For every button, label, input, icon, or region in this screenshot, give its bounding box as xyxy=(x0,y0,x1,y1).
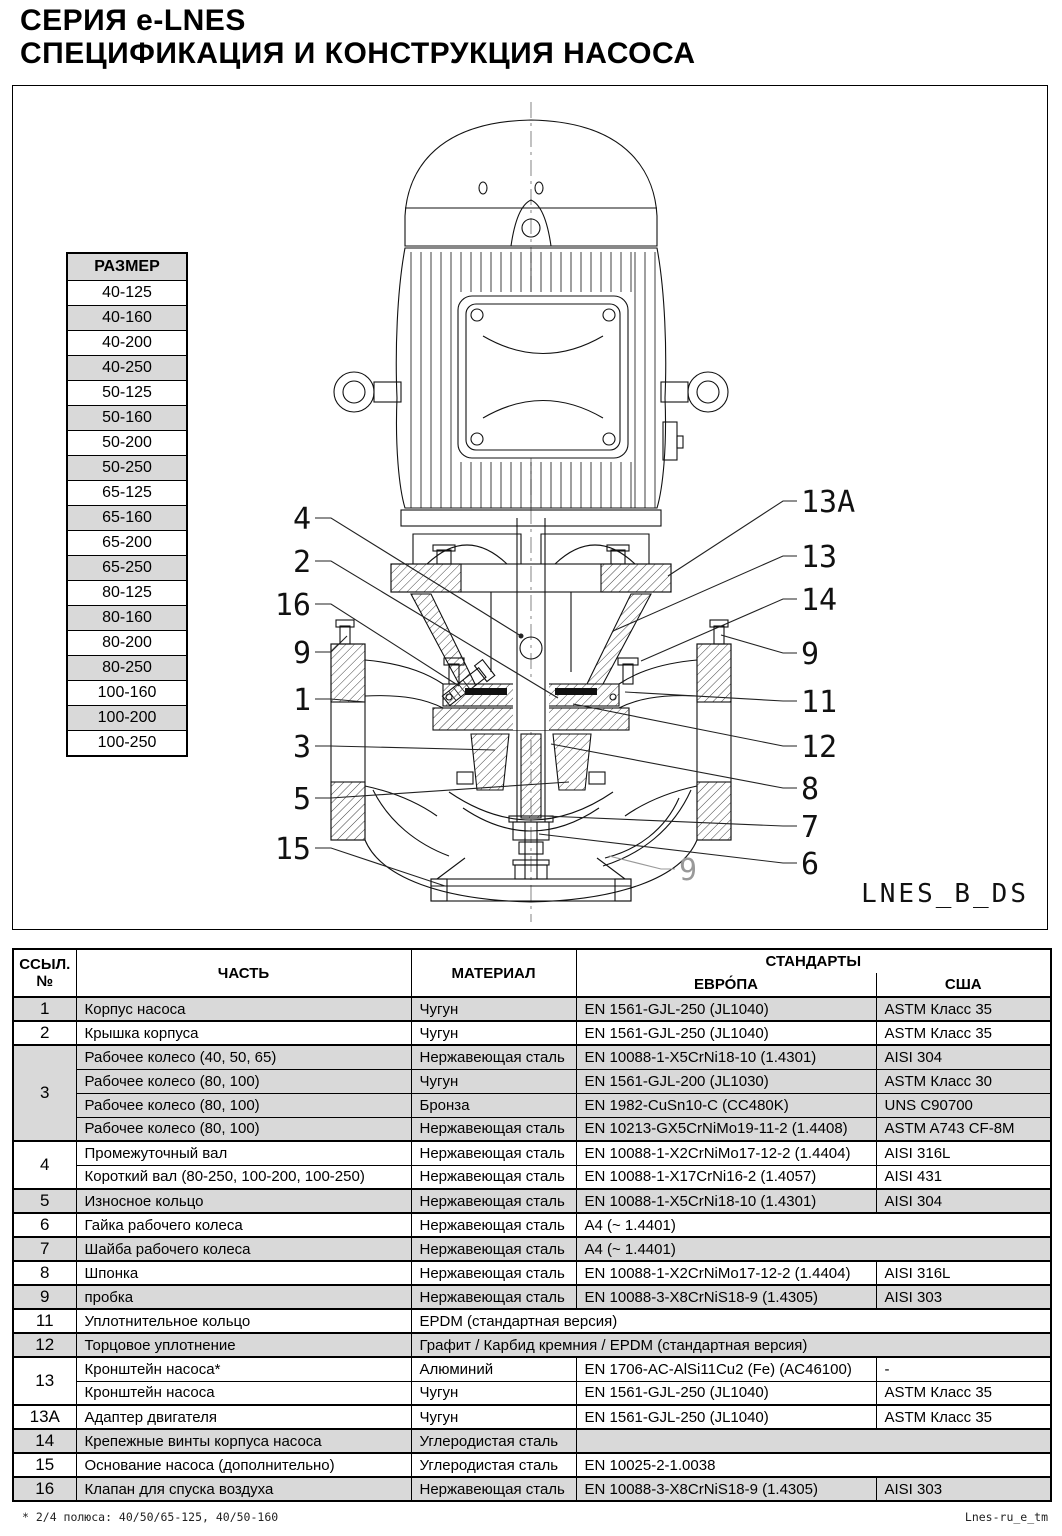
part-cell: Корпус насоса xyxy=(76,997,411,1021)
part-cell: Рабочее колесо (80, 100) xyxy=(76,1117,411,1141)
standards-header: СТАНДАРТЫ xyxy=(576,949,1051,973)
table-row xyxy=(13,1165,1051,1189)
standards-cell xyxy=(576,1429,1051,1453)
size-row xyxy=(67,356,187,381)
size-cell: 100-200 xyxy=(67,706,187,731)
callout-labels xyxy=(275,485,1029,909)
ref-cell: 13 xyxy=(13,1357,76,1405)
table-row xyxy=(13,1261,1051,1285)
part-cell: Гайка рабочего колеса xyxy=(76,1213,411,1237)
part-cell: Короткий вал (80-250, 100-200, 100-250) xyxy=(76,1165,411,1189)
material-cell: Чугун xyxy=(411,1405,576,1429)
ref-cell: 5 xyxy=(13,1189,76,1213)
size-row xyxy=(67,581,187,606)
size-row xyxy=(67,331,187,356)
usa-cell: AISI 431 xyxy=(876,1165,1051,1189)
table-row xyxy=(13,1285,1051,1309)
ref-cell: 2 xyxy=(13,1021,76,1045)
size-cell: 80-125 xyxy=(67,581,187,606)
size-cell: 80-200 xyxy=(67,631,187,656)
page-title-line2: СПЕЦИФИКАЦИЯ И КОНСТРУКЦИЯ НАСОСА xyxy=(20,37,696,70)
europe-cell: EN 1561-GJL-250 (JL1040) xyxy=(576,1405,876,1429)
usa-cell: AISI 316L xyxy=(876,1141,1051,1165)
size-row xyxy=(67,306,187,331)
material-cell: Нержавеющая сталь xyxy=(411,1165,576,1189)
ref-cell: 14 xyxy=(13,1429,76,1453)
callout-label: 12 xyxy=(801,730,838,765)
part-cell: Износное кольцо xyxy=(76,1189,411,1213)
material-cell: Нержавеющая сталь xyxy=(411,1141,576,1165)
table-row xyxy=(13,1477,1051,1501)
part-cell: Крепежные винты корпуса насоса xyxy=(76,1429,411,1453)
usa-cell: ASTM Класс 35 xyxy=(876,1021,1051,1045)
size-cell: 80-250 xyxy=(67,656,187,681)
usa-cell: - xyxy=(876,1357,1051,1381)
size-row xyxy=(67,556,187,581)
part-cell: Рабочее колесо (40, 50, 65) xyxy=(76,1045,411,1069)
size-row xyxy=(67,631,187,656)
usa-cell: AISI 303 xyxy=(876,1285,1051,1309)
size-row xyxy=(67,731,187,757)
table-row xyxy=(13,1213,1051,1237)
size-cell: 65-200 xyxy=(67,531,187,556)
part-cell: Адаптер двигателя xyxy=(76,1405,411,1429)
part-cell: Шайба рабочего колеса xyxy=(76,1237,411,1261)
table-row xyxy=(13,997,1051,1021)
part-cell: Клапан для спуска воздуха xyxy=(76,1477,411,1501)
callout-label: 1 xyxy=(292,683,311,718)
material-header: МАТЕРИАЛ xyxy=(411,949,576,997)
callout-label: 14 xyxy=(801,583,838,618)
europe-cell: EN 10088-3-X8CrNiS18-9 (1.4305) xyxy=(576,1477,876,1501)
standards-cell: A4 (~ 1.4401) xyxy=(576,1213,1051,1237)
size-cell: 40-250 xyxy=(67,356,187,381)
size-cell: 65-250 xyxy=(67,556,187,581)
table-row xyxy=(13,1189,1051,1213)
size-row xyxy=(67,431,187,456)
material-cell: Бронза xyxy=(411,1093,576,1117)
ref-cell: 8 xyxy=(13,1261,76,1285)
callout-label: 4 xyxy=(292,502,311,537)
part-cell: пробка xyxy=(76,1285,411,1309)
material-cell: Нержавеющая сталь xyxy=(411,1237,576,1261)
usa-cell: ASTM A743 CF-8M xyxy=(876,1117,1051,1141)
size-table xyxy=(66,252,188,757)
size-row xyxy=(67,606,187,631)
size-cell: 50-250 xyxy=(67,456,187,481)
ref-cell: 7 xyxy=(13,1237,76,1261)
standards-cell: A4 (~ 1.4401) xyxy=(576,1237,1051,1261)
size-cell: 100-160 xyxy=(67,681,187,706)
size-cell: 40-160 xyxy=(67,306,187,331)
part-cell: Рабочее колесо (80, 100) xyxy=(76,1093,411,1117)
material-cell: Нержавеющая сталь xyxy=(411,1189,576,1213)
europe-cell: EN 10088-1-X5CrNi18-10 (1.4301) xyxy=(576,1189,876,1213)
size-cell: 65-160 xyxy=(67,506,187,531)
table-row xyxy=(13,1357,1051,1381)
ref-cell: 13A xyxy=(13,1405,76,1429)
ref-header: ССЫЛ. № xyxy=(13,949,76,997)
part-cell: Рабочее колесо (80, 100) xyxy=(76,1069,411,1093)
parts-header-row1 xyxy=(13,949,1051,973)
table-row xyxy=(13,1021,1051,1045)
table-row xyxy=(13,1045,1051,1069)
material-cell: Нержавеющая сталь xyxy=(411,1213,576,1237)
europe-header: ЕВРО́ПА xyxy=(576,973,876,997)
ref-cell: 15 xyxy=(13,1453,76,1477)
ref-cell: 1 xyxy=(13,997,76,1021)
part-cell: Уплотнительное кольцо xyxy=(76,1309,411,1333)
usa-cell: UNS C90700 xyxy=(876,1093,1051,1117)
ref-cell: 3 xyxy=(13,1045,76,1141)
europe-cell: EN 10088-1-X5CrNi18-10 (1.4301) xyxy=(576,1045,876,1069)
document-code: Lnes-ru_e_tm xyxy=(964,1510,1048,1524)
motor-group xyxy=(334,120,728,564)
material-standards-cell: Графит / Карбид кремния / EPDM (стандартная версия) xyxy=(411,1333,1051,1357)
usa-cell: ASTM Класс 35 xyxy=(876,1381,1051,1405)
europe-cell: EN 1706-AC-AlSi11Cu2 (Fe) (AC46100) xyxy=(576,1357,876,1381)
part-cell: Основание насоса (дополнительно) xyxy=(76,1453,411,1477)
table-row xyxy=(13,1141,1051,1165)
usa-cell: AISI 304 xyxy=(876,1045,1051,1069)
ref-cell: 4 xyxy=(13,1141,76,1189)
size-row xyxy=(67,706,187,731)
callout-label: 5 xyxy=(292,782,311,817)
part-cell: Торцовое уплотнение xyxy=(76,1333,411,1357)
europe-cell: EN 10213-GX5CrNiMo19-11-2 (1.4408) xyxy=(576,1117,876,1141)
page-title xyxy=(20,4,696,70)
size-header: РАЗМЕР xyxy=(67,253,187,281)
size-row xyxy=(67,531,187,556)
size-cell: 65-125 xyxy=(67,481,187,506)
callout-label: 8 xyxy=(801,772,820,807)
material-cell: Углеродистая сталь xyxy=(411,1453,576,1477)
europe-cell: EN 10088-1-X17CrNi16-2 (1.4057) xyxy=(576,1165,876,1189)
material-cell: Нержавеющая сталь xyxy=(411,1261,576,1285)
table-row xyxy=(13,1069,1051,1093)
material-cell: Чугун xyxy=(411,1021,576,1045)
drawing-code: LNES_B_DS xyxy=(861,879,1029,909)
usa-cell: ASTM Класс 35 xyxy=(876,997,1051,1021)
size-cell: 50-125 xyxy=(67,381,187,406)
material-cell: Чугун xyxy=(411,997,576,1021)
size-row xyxy=(67,381,187,406)
europe-cell: EN 1561-GJL-250 (JL1040) xyxy=(576,997,876,1021)
part-header: ЧАСТЬ xyxy=(76,949,411,997)
material-cell: Нержавеющая сталь xyxy=(411,1117,576,1141)
europe-cell: EN 10088-1-X2CrNiMo17-12-2 (1.4404) xyxy=(576,1261,876,1285)
ref-cell: 16 xyxy=(13,1477,76,1501)
usa-cell: AISI 303 xyxy=(876,1477,1051,1501)
callout-label: 2 xyxy=(292,545,311,580)
callout-label: 3 xyxy=(292,730,311,765)
size-cell: 40-200 xyxy=(67,331,187,356)
table-row xyxy=(13,1429,1051,1453)
ref-cell: 12 xyxy=(13,1333,76,1357)
europe-cell: EN 1561-GJL-250 (JL1040) xyxy=(576,1381,876,1405)
europe-cell: EN 10088-3-X8CrNiS18-9 (1.4305) xyxy=(576,1285,876,1309)
usa-cell: AISI 316L xyxy=(876,1261,1051,1285)
callout-label: 9 xyxy=(679,853,698,888)
ref-cell: 11 xyxy=(13,1309,76,1333)
material-cell: Чугун xyxy=(411,1069,576,1093)
part-cell: Промежуточный вал xyxy=(76,1141,411,1165)
europe-cell: EN 10088-1-X2CrNiMo17-12-2 (1.4404) xyxy=(576,1141,876,1165)
material-cell: Углеродистая сталь xyxy=(411,1429,576,1453)
size-cell: 100-250 xyxy=(67,731,187,757)
size-header-row xyxy=(67,253,187,281)
size-row xyxy=(67,406,187,431)
table-row xyxy=(13,1405,1051,1429)
size-row xyxy=(67,506,187,531)
europe-cell: EN 1561-GJL-200 (JL1030) xyxy=(576,1069,876,1093)
table-row xyxy=(13,1117,1051,1141)
part-cell: Крышка корпуса xyxy=(76,1021,411,1045)
footnote: * 2/4 полюса: 40/50/65-125, 40/50-160 xyxy=(22,1510,279,1524)
material-cell: Нержавеющая сталь xyxy=(411,1477,576,1501)
table-row xyxy=(13,1333,1051,1357)
callout-label: 6 xyxy=(801,847,820,882)
callout-label: 7 xyxy=(801,810,820,845)
callout-label: 9 xyxy=(801,637,820,672)
size-cell: 80-160 xyxy=(67,606,187,631)
table-row xyxy=(13,1093,1051,1117)
size-cell: 50-200 xyxy=(67,431,187,456)
pump-diagram-frame xyxy=(12,85,1048,930)
part-cell: Кронштейн насоса* xyxy=(76,1357,411,1381)
europe-cell: EN 1561-GJL-250 (JL1040) xyxy=(576,1021,876,1045)
ref-cell: 6 xyxy=(13,1213,76,1237)
material-standards-cell: EPDM (стандартная версия) xyxy=(411,1309,1051,1333)
size-row xyxy=(67,656,187,681)
usa-header: США xyxy=(876,973,1051,997)
europe-cell: EN 1982-CuSn10-C (CC480K) xyxy=(576,1093,876,1117)
size-row xyxy=(67,281,187,306)
size-cell: 40-125 xyxy=(67,281,187,306)
callout-label: 16 xyxy=(274,588,311,623)
size-row xyxy=(67,481,187,506)
material-cell: Чугун xyxy=(411,1381,576,1405)
material-cell: Нержавеющая сталь xyxy=(411,1285,576,1309)
size-row xyxy=(67,681,187,706)
material-cell: Алюминий xyxy=(411,1357,576,1381)
parts-table xyxy=(12,948,1052,1502)
standards-cell: EN 10025-2-1.0038 xyxy=(576,1453,1051,1477)
size-cell: 50-160 xyxy=(67,406,187,431)
size-row xyxy=(67,456,187,481)
usa-cell: ASTM Класс 35 xyxy=(876,1405,1051,1429)
callout-label: 11 xyxy=(801,685,838,720)
material-cell: Нержавеющая сталь xyxy=(411,1045,576,1069)
table-row xyxy=(13,1453,1051,1477)
table-row xyxy=(13,1381,1051,1405)
ref-cell: 9 xyxy=(13,1285,76,1309)
usa-cell: ASTM Класс 30 xyxy=(876,1069,1051,1093)
part-cell: Шпонка xyxy=(76,1261,411,1285)
part-cell: Кронштейн насоса xyxy=(76,1381,411,1405)
callout-label: 9 xyxy=(292,636,311,671)
usa-cell: AISI 304 xyxy=(876,1189,1051,1213)
callout-label: 15 xyxy=(274,832,311,867)
page-title-line1: СЕРИЯ e-LNES xyxy=(20,4,246,37)
callout-label: 13 xyxy=(801,540,838,575)
table-row xyxy=(13,1237,1051,1261)
callout-label: 13A xyxy=(801,485,856,520)
table-row xyxy=(13,1309,1051,1333)
